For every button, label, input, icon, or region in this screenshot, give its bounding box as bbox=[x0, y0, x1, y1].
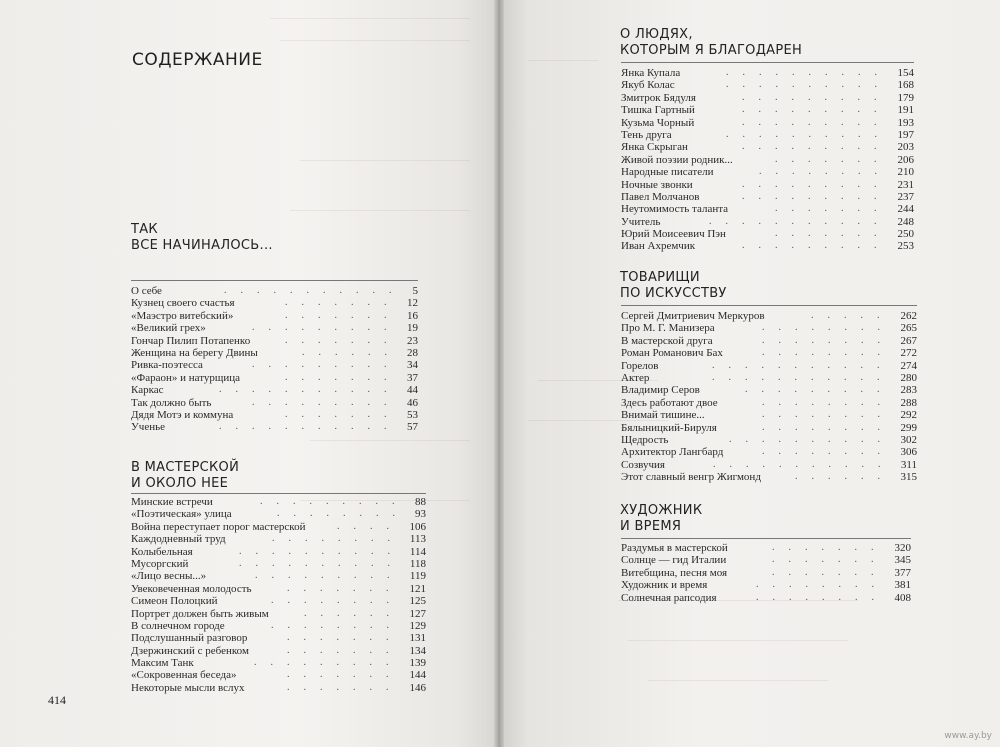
toc-entry-title: Неутомимость таланта bbox=[621, 203, 729, 216]
section-heading bbox=[131, 460, 239, 492]
toc-leader-dots: .... bbox=[337, 520, 403, 532]
toc-entry-title: Витебщина, песня моя bbox=[621, 566, 728, 579]
toc-entry-title: Горелов bbox=[621, 359, 659, 372]
toc-entry-page: 272 bbox=[900, 347, 917, 360]
toc-entry bbox=[621, 347, 917, 359]
toc-entry-page: 146 bbox=[409, 681, 426, 694]
toc-entry bbox=[621, 310, 917, 322]
section-heading-line: ТАК bbox=[131, 222, 158, 237]
toc-entry-page: 193 bbox=[897, 116, 914, 129]
toc-entry-title: Дзержинский с ребенком bbox=[131, 644, 249, 657]
toc-entry-title: Бялыницкий-Бируля bbox=[621, 421, 717, 434]
toc-entry bbox=[131, 533, 426, 545]
toc-entry-title: Про М. Г. Манизера bbox=[621, 322, 715, 335]
toc-entry-title: Внимай тишине... bbox=[621, 409, 705, 422]
section-heading-line: В МАСТЕРСКОЙ bbox=[131, 460, 240, 475]
toc-leader-dots: ........ bbox=[762, 322, 894, 334]
toc-leader-dots: ......... bbox=[742, 141, 891, 153]
toc-entry-title: Гончар Пилип Потапенко bbox=[131, 334, 251, 347]
toc-entry-title: В солнечном городе bbox=[131, 619, 225, 632]
toc-entry bbox=[621, 446, 917, 458]
toc-entry-page: 12 bbox=[407, 297, 418, 310]
toc-entry bbox=[131, 570, 426, 582]
toc-entry-title: «Лицо весны...» bbox=[131, 570, 207, 583]
watermark: www.ay.by bbox=[944, 731, 992, 741]
toc-entry-title: В мастерской друга bbox=[621, 334, 713, 347]
toc-entry-title: Дядя Мотэ и коммуна bbox=[131, 408, 234, 421]
toc-entry-page: 28 bbox=[407, 346, 418, 359]
toc-entry-page: 131 bbox=[409, 632, 426, 645]
toc-entry-title: Солнечная рапсодия bbox=[621, 591, 717, 604]
toc-entry-page: 19 bbox=[407, 322, 418, 335]
toc-entry-title: «Великий грех» bbox=[131, 322, 206, 335]
toc-entry-title: Щедрость bbox=[621, 433, 669, 446]
toc-leader-dots: ......... bbox=[742, 190, 891, 202]
toc-entry bbox=[131, 620, 426, 632]
toc-leader-dots: ......... bbox=[742, 116, 891, 128]
toc-entry-page: 299 bbox=[900, 421, 917, 434]
toc-entry-title: «Фараон» и натурщица bbox=[131, 371, 241, 384]
toc-entry-title: Максим Танк bbox=[131, 657, 194, 670]
toc-entry-title: «Поэтическая» улица bbox=[131, 508, 232, 521]
toc-leader-dots: ......... bbox=[742, 91, 891, 103]
toc-leader-dots: ....... bbox=[285, 371, 401, 383]
toc-entry-title: Солнце — гид Италии bbox=[621, 554, 727, 567]
toc-entry bbox=[621, 567, 911, 579]
toc-entry bbox=[131, 285, 418, 297]
toc-entry-page: 154 bbox=[897, 67, 914, 79]
toc-entry-title: Юрий Моисеевич Пэн bbox=[621, 228, 726, 241]
toc-list bbox=[131, 496, 426, 694]
toc-leader-dots: ....... bbox=[772, 554, 888, 566]
section-rule bbox=[131, 280, 418, 281]
toc-leader-dots: ........ bbox=[756, 591, 888, 603]
toc-entry bbox=[131, 384, 418, 396]
toc-entry bbox=[131, 297, 418, 309]
toc-entry-page: 118 bbox=[409, 557, 426, 570]
toc-entry-title: Ученье bbox=[131, 421, 165, 434]
toc-leader-dots: ........... bbox=[713, 458, 895, 470]
toc-leader-dots: ........... bbox=[219, 384, 401, 396]
toc-entry-title: Кузьма Чорный bbox=[621, 116, 695, 129]
toc-entry-title: Каждодневный труд bbox=[131, 533, 226, 546]
toc-entry-page: 274 bbox=[900, 359, 917, 372]
toc-entry-page: 106 bbox=[409, 520, 426, 533]
section-rule bbox=[131, 493, 426, 494]
toc-leader-dots: ........ bbox=[762, 421, 894, 433]
toc-entry-page: 262 bbox=[900, 310, 917, 322]
toc-entry bbox=[131, 657, 426, 669]
toc-entry bbox=[621, 191, 914, 203]
toc-entry bbox=[621, 104, 914, 116]
toc-entry-page: 377 bbox=[894, 566, 911, 579]
toc-entry-title: Змитрок Бядуля bbox=[621, 91, 696, 104]
toc-leader-dots: .......... bbox=[726, 79, 891, 91]
toc-leader-dots: ...... bbox=[795, 471, 894, 483]
toc-entry bbox=[621, 67, 914, 79]
toc-entry bbox=[131, 421, 418, 433]
toc-entry-page: 320 bbox=[894, 542, 911, 554]
toc-entry-page: 119 bbox=[409, 570, 426, 583]
toc-entry-title: Кузнец своего счастья bbox=[131, 297, 235, 310]
toc-entry-title: Здесь работают двое bbox=[621, 396, 718, 409]
toc-leader-dots: ......... bbox=[742, 178, 891, 190]
toc-leader-dots: ....... bbox=[772, 542, 888, 553]
toc-entry bbox=[621, 384, 917, 396]
toc-entry-page: 179 bbox=[897, 91, 914, 104]
toc-leader-dots: ....... bbox=[775, 228, 891, 240]
toc-entry bbox=[621, 592, 911, 604]
toc-entry-title: Портрет должен быть живым bbox=[131, 607, 269, 620]
toc-entry-title: Учитель bbox=[621, 215, 661, 228]
toc-entry-page: 250 bbox=[897, 228, 914, 241]
toc-entry bbox=[621, 166, 914, 178]
toc-entry-page: 248 bbox=[897, 215, 914, 228]
toc-leader-dots: ......... bbox=[255, 570, 404, 582]
toc-entry bbox=[621, 216, 914, 228]
toc-entry bbox=[621, 154, 914, 166]
toc-leader-dots: ........ bbox=[271, 595, 403, 607]
toc-leader-dots: ...... bbox=[304, 607, 403, 619]
toc-leader-dots: .......... bbox=[239, 545, 404, 557]
toc-entry-title: Минские встречи bbox=[131, 496, 213, 508]
section-rule bbox=[621, 62, 914, 63]
toc-entry-page: 88 bbox=[415, 496, 426, 508]
toc-entry bbox=[131, 682, 426, 694]
toc-entry bbox=[621, 554, 911, 566]
right-page bbox=[498, 0, 1000, 747]
toc-entry-title: «Маэстро витебский» bbox=[131, 309, 234, 322]
toc-entry-page: 283 bbox=[900, 384, 917, 397]
book-gutter bbox=[494, 0, 504, 747]
toc-leader-dots: ........... bbox=[709, 215, 891, 227]
toc-entry-page: 113 bbox=[409, 533, 426, 546]
toc-leader-dots: ........ bbox=[762, 446, 894, 458]
toc-leader-dots: ....... bbox=[285, 408, 401, 420]
toc-entry bbox=[131, 669, 426, 681]
toc-entry bbox=[131, 310, 418, 322]
toc-entry-page: 345 bbox=[894, 554, 911, 567]
toc-entry-title: Война переступает порог мастерской bbox=[131, 520, 306, 533]
toc-entry-page: 44 bbox=[407, 384, 418, 397]
toc-entry-title: Янка Скрыган bbox=[621, 141, 688, 154]
section-heading bbox=[620, 270, 727, 302]
toc-entry-page: 37 bbox=[407, 371, 418, 384]
toc-leader-dots: ........ bbox=[762, 396, 894, 408]
toc-leader-dots: .......... bbox=[239, 557, 404, 569]
toc-leader-dots: ....... bbox=[287, 582, 403, 594]
section-heading-line: И ВРЕМЯ bbox=[620, 519, 682, 534]
section-heading bbox=[620, 27, 802, 59]
toc-entry-title: О себе bbox=[131, 285, 162, 297]
toc-leader-dots: ......... bbox=[254, 657, 403, 669]
toc-leader-dots: ........ bbox=[762, 347, 894, 359]
toc-leader-dots: ......... bbox=[742, 240, 891, 252]
toc-entry-title: Владимир Серов bbox=[621, 384, 700, 397]
toc-entry-title: Янка Купала bbox=[621, 67, 681, 79]
toc-leader-dots: .......... bbox=[729, 433, 894, 445]
toc-entry-title: Сергей Дмитриевич Меркуров bbox=[621, 310, 765, 322]
toc-entry bbox=[131, 372, 418, 384]
toc-entry-page: 125 bbox=[409, 595, 426, 608]
toc-leader-dots: ........ bbox=[271, 619, 403, 631]
toc-entry bbox=[131, 632, 426, 644]
toc-list bbox=[621, 67, 914, 253]
toc-entry-title: Некоторые мысли вслух bbox=[131, 681, 245, 694]
toc-leader-dots: ....... bbox=[287, 632, 403, 644]
toc-list bbox=[621, 542, 911, 604]
toc-entry-page: 23 bbox=[407, 334, 418, 347]
left-page bbox=[0, 0, 498, 747]
toc-entry bbox=[131, 558, 426, 570]
toc-leader-dots: ........ bbox=[759, 166, 891, 178]
contents-title: СОДЕРЖАНИЕ bbox=[132, 50, 263, 70]
toc-entry-page: 144 bbox=[409, 669, 426, 682]
toc-entry bbox=[621, 117, 914, 129]
toc-entry-title: Подслушанный разговор bbox=[131, 632, 248, 645]
toc-entry-page: 203 bbox=[897, 141, 914, 154]
toc-leader-dots: ........ bbox=[272, 533, 404, 545]
toc-entry-title: Женщина на берегу Двины bbox=[131, 346, 258, 359]
toc-leader-dots: ........ bbox=[756, 579, 888, 591]
toc-entry-page: 168 bbox=[897, 79, 914, 92]
toc-leader-dots: .......... bbox=[726, 128, 891, 140]
toc-entry bbox=[621, 179, 914, 191]
toc-leader-dots: ..... bbox=[811, 310, 894, 321]
toc-entry-title: Тень друга bbox=[621, 128, 672, 141]
toc-entry-title: Колыбельная bbox=[131, 545, 193, 558]
toc-entry bbox=[131, 496, 426, 508]
toc-entry bbox=[131, 608, 426, 620]
toc-entry-page: 311 bbox=[900, 458, 917, 471]
section-heading bbox=[620, 503, 702, 535]
toc-entry-title: Народные писатели bbox=[621, 166, 714, 179]
toc-entry bbox=[621, 397, 917, 409]
toc-leader-dots: ........ bbox=[762, 334, 894, 346]
toc-entry-page: 288 bbox=[900, 396, 917, 409]
toc-entry-title: Иван Ахремчик bbox=[621, 240, 696, 253]
section-heading-line: КОТОРЫМ Я БЛАГОДАРЕН bbox=[620, 43, 803, 58]
toc-entry-title: Ривка-поэтесса bbox=[131, 359, 203, 372]
toc-list bbox=[621, 310, 917, 483]
toc-entry-title: Живой поэзии родник... bbox=[621, 153, 733, 166]
toc-leader-dots: ....... bbox=[285, 297, 401, 309]
toc-entry-page: 46 bbox=[407, 396, 418, 409]
toc-entry bbox=[131, 508, 426, 520]
toc-leader-dots: ......... bbox=[745, 384, 894, 396]
toc-entry-title: Художник и время bbox=[621, 579, 708, 592]
toc-leader-dots: ....... bbox=[287, 681, 403, 693]
toc-leader-dots: ....... bbox=[287, 644, 403, 656]
toc-leader-dots: ......... bbox=[252, 359, 401, 371]
toc-entry-title: Увековеченная молодость bbox=[131, 582, 252, 595]
toc-leader-dots: ....... bbox=[772, 566, 888, 578]
toc-entry-title: Актер bbox=[621, 371, 650, 384]
toc-entry-title: Раздумья в мастерской bbox=[621, 542, 728, 554]
toc-entry-title: Якуб Колас bbox=[621, 79, 675, 92]
toc-entry-page: 244 bbox=[897, 203, 914, 216]
toc-entry-page: 121 bbox=[409, 582, 426, 595]
toc-entry-page: 280 bbox=[900, 371, 917, 384]
toc-entry-page: 237 bbox=[897, 190, 914, 203]
toc-entry bbox=[621, 322, 917, 334]
section-rule bbox=[621, 305, 917, 306]
toc-entry bbox=[131, 322, 418, 334]
toc-entry-page: 267 bbox=[900, 334, 917, 347]
toc-entry bbox=[621, 434, 917, 446]
toc-leader-dots: ....... bbox=[775, 203, 891, 215]
toc-entry bbox=[621, 471, 917, 483]
toc-leader-dots: ....... bbox=[285, 309, 401, 321]
toc-leader-dots: ...... bbox=[302, 346, 401, 358]
toc-entry-page: 5 bbox=[412, 285, 418, 297]
toc-entry-page: 292 bbox=[900, 409, 917, 422]
toc-leader-dots: ........ bbox=[762, 409, 894, 421]
toc-entry bbox=[131, 347, 418, 359]
toc-entry bbox=[131, 521, 426, 533]
toc-entry-title: Павел Молчанов bbox=[621, 190, 700, 203]
toc-entry-title: Этот славный венгр Жигмонд bbox=[621, 471, 761, 484]
toc-leader-dots: ........... bbox=[219, 421, 401, 433]
toc-entry bbox=[621, 79, 914, 91]
toc-entry-page: 16 bbox=[407, 309, 418, 322]
toc-entry-title: Мусоргский bbox=[131, 557, 189, 570]
toc-entry bbox=[131, 595, 426, 607]
toc-leader-dots: ......... bbox=[252, 322, 401, 334]
toc-leader-dots: ......... bbox=[252, 396, 401, 408]
toc-entry-page: 139 bbox=[409, 657, 426, 670]
toc-entry-page: 265 bbox=[900, 322, 917, 335]
toc-leader-dots: ....... bbox=[287, 669, 403, 681]
toc-entry-page: 302 bbox=[900, 433, 917, 446]
toc-leader-dots: ........ bbox=[277, 508, 409, 520]
toc-entry bbox=[621, 422, 917, 434]
toc-entry bbox=[621, 459, 917, 471]
toc-entry bbox=[621, 360, 917, 372]
toc-entry-page: 57 bbox=[407, 421, 418, 434]
toc-entry-page: 127 bbox=[409, 607, 426, 620]
toc-leader-dots: ........... bbox=[712, 371, 894, 383]
section-heading bbox=[131, 222, 273, 254]
toc-entry bbox=[621, 129, 914, 141]
toc-entry-page: 129 bbox=[409, 619, 426, 632]
toc-entry-page: 206 bbox=[897, 153, 914, 166]
toc-entry-title: Архитектор Лангбард bbox=[621, 446, 724, 459]
toc-entry bbox=[621, 228, 914, 240]
toc-entry bbox=[131, 335, 418, 347]
toc-entry-page: 114 bbox=[409, 545, 426, 558]
toc-entry-page: 34 bbox=[407, 359, 418, 372]
toc-leader-dots: ........... bbox=[712, 359, 894, 371]
toc-entry bbox=[621, 372, 917, 384]
toc-entry-page: 408 bbox=[894, 591, 911, 604]
toc-entry-page: 197 bbox=[897, 128, 914, 141]
toc-entry-page: 210 bbox=[897, 166, 914, 179]
toc-entry bbox=[131, 409, 418, 421]
toc-entry-title: Каркас bbox=[131, 384, 164, 397]
section-heading-line: ТОВАРИЩИ bbox=[620, 270, 700, 285]
toc-entry-title: Роман Романович Бах bbox=[621, 347, 723, 360]
toc-leader-dots: ....... bbox=[285, 334, 401, 346]
toc-entry-page: 134 bbox=[409, 644, 426, 657]
toc-entry bbox=[621, 542, 911, 554]
section-rule bbox=[621, 538, 911, 539]
toc-entry bbox=[131, 583, 426, 595]
toc-entry bbox=[621, 240, 914, 252]
section-heading-line: ВСЕ НАЧИНАЛОСЬ... bbox=[131, 238, 273, 253]
toc-entry bbox=[621, 579, 911, 591]
page-number: 414 bbox=[48, 693, 66, 707]
toc-entry bbox=[621, 335, 917, 347]
toc-entry-page: 253 bbox=[897, 240, 914, 253]
toc-leader-dots: ......... bbox=[742, 104, 891, 116]
toc-entry-page: 231 bbox=[897, 178, 914, 191]
toc-entry-title: «Сокровенная беседа» bbox=[131, 669, 237, 682]
section-heading-line: О ЛЮДЯХ, bbox=[620, 27, 693, 42]
toc-entry-page: 93 bbox=[415, 508, 426, 521]
toc-leader-dots: ......... bbox=[260, 496, 409, 507]
toc-entry bbox=[131, 546, 426, 558]
section-heading-line: ХУДОЖНИК bbox=[620, 503, 703, 518]
toc-entry-title: Симеон Полоцкий bbox=[131, 595, 218, 608]
toc-leader-dots: .......... bbox=[726, 67, 891, 78]
toc-list bbox=[131, 285, 418, 434]
toc-entry-page: 381 bbox=[894, 579, 911, 592]
section-heading-line: ПО ИСКУССТВУ bbox=[620, 286, 727, 301]
toc-entry-title: Созвучия bbox=[621, 458, 665, 471]
toc-entry-title: Так должно быть bbox=[131, 396, 212, 409]
toc-entry-page: 315 bbox=[900, 471, 917, 484]
toc-entry-title: Тишка Гартный bbox=[621, 104, 695, 117]
toc-leader-dots: ........... bbox=[224, 285, 406, 296]
toc-entry-page: 306 bbox=[900, 446, 917, 459]
toc-leader-dots: ....... bbox=[775, 153, 891, 165]
toc-entry-page: 53 bbox=[407, 408, 418, 421]
toc-entry bbox=[131, 359, 418, 371]
toc-entry bbox=[621, 203, 914, 215]
toc-entry bbox=[131, 397, 418, 409]
toc-entry-page: 191 bbox=[897, 104, 914, 117]
toc-entry bbox=[621, 409, 917, 421]
toc-entry-title: Ночные звонки bbox=[621, 178, 693, 191]
toc-entry bbox=[131, 645, 426, 657]
toc-entry bbox=[621, 141, 914, 153]
toc-entry bbox=[621, 92, 914, 104]
section-heading-line: И ОКОЛО НЕЕ bbox=[131, 476, 229, 491]
